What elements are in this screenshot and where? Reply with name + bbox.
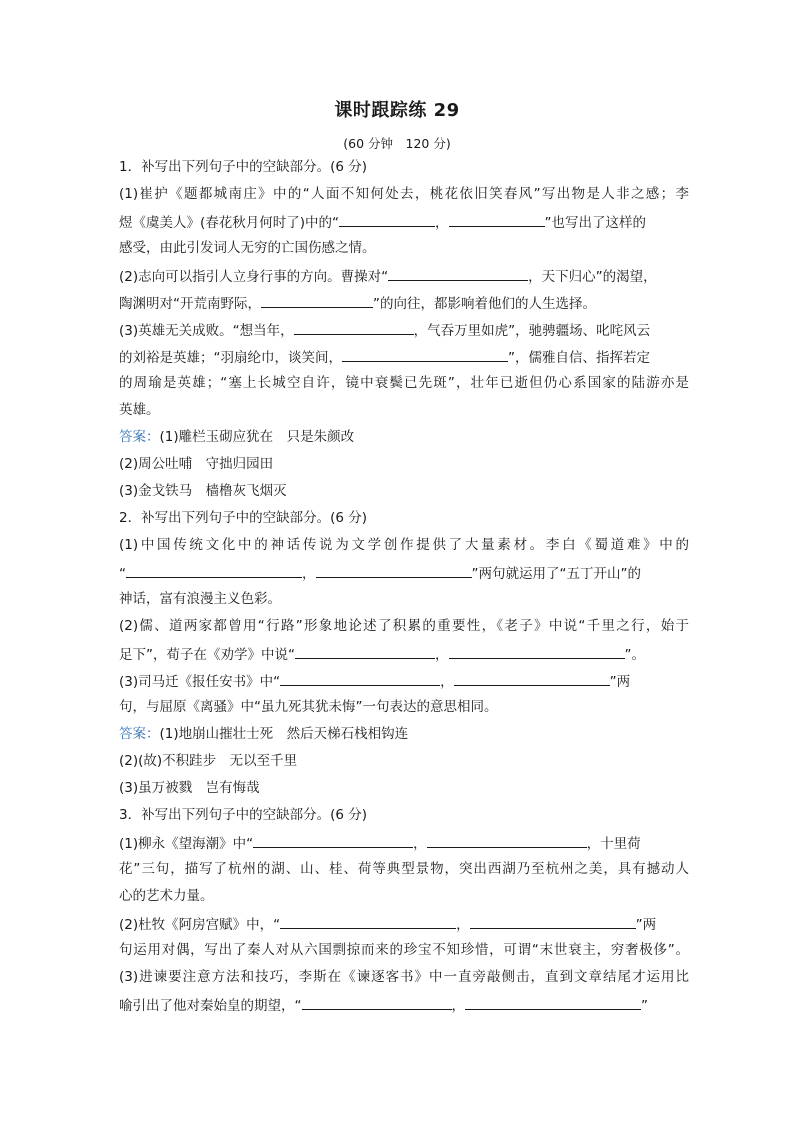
- answer-blank: [427, 833, 587, 848]
- q1-p2-line1: (2)志向可以指引人立身行事的方向。曹操对“ ，天下归心”的渴望，: [119, 266, 689, 293]
- answer-blank: [280, 914, 456, 929]
- answer-blank: [295, 644, 435, 659]
- q2-answer-1: 答案：(1)地崩山摧壮士死 然后天梯石栈相钩连: [119, 726, 409, 742]
- q2-heading: 2．补写出下列句子中的空缺部分。(6 分): [119, 510, 368, 526]
- q3-p3-line1: (3)进谏要注意方法和技巧，李斯在《谏逐客书》中一直旁敲侧击，直到文章结尾才运用比: [119, 969, 689, 985]
- q3-p3-line2: 喻引出了他对秦始皇的期望，“ ， ”: [119, 995, 689, 1022]
- answer-blank: [454, 671, 610, 686]
- q3-p1-line2: 花”三句，描写了杭州的湖、山、桂、荷等典型景物，突出西湖乃至杭州之美，具有撼动人: [119, 861, 689, 877]
- q3-p2-line2: 句运用对偶，写出了秦人对从六国剽掠而来的珍宝不知珍惜，可谓“末世衰主，穷奢极侈”。: [119, 942, 689, 958]
- q1-p3-line3: 的周瑜是英雄；“塞上长城空自许，镜中衰鬓已先斑”，壮年已逝但仍心系国家的陆游亦是: [119, 375, 689, 391]
- q1-p1-line1: (1)崔护《题都城南庄》中的“人面不知何处去，桃花依旧笑春风”写出物是人非之感；李: [119, 186, 689, 202]
- answer-blank: [342, 347, 508, 362]
- q2-p1-line3: 神话，富有浪漫主义色彩。: [119, 591, 281, 607]
- q1-p1-line2: 煜《虞美人》(春花秋月何时了)中的“ ， ”也写出了这样的: [119, 212, 689, 239]
- q1-answer-3: (3)金戈铁马 樯橹灰飞烟灭: [119, 483, 287, 499]
- answer-blank: [126, 563, 302, 578]
- page-subtitle: (60 分钟 120 分): [343, 136, 451, 151]
- q3-heading: 3．补写出下列句子中的空缺部分。(6 分): [119, 807, 368, 823]
- answer-blank: [388, 266, 528, 281]
- q1-p3-line2: 的刘裕是英雄；“羽扇纶巾，谈笑间， ”，儒雅自信、指挥若定: [119, 347, 689, 374]
- answer-label: 答案：: [119, 726, 160, 742]
- q2-p2-line2: 足下”，荀子在《劝学》中说“ ， ”。: [119, 644, 689, 671]
- q1-answer-1: 答案：(1)雕栏玉砌应犹在 只是朱颜改: [119, 429, 355, 445]
- answer-blank: [302, 995, 452, 1010]
- q2-p1-line1: (1)中国传统文化中的神话传说为文学创作提供了大量素材。李白《蜀道难》中的: [119, 537, 689, 553]
- q2-p1-line2: “ ， ”两句就运用了“五丁开山”的: [119, 563, 689, 590]
- answer-blank: [280, 671, 440, 686]
- q1-p1-line3: 感受，由此引发词人无穷的亡国伤感之情。: [119, 240, 376, 256]
- answer-blank: [253, 833, 413, 848]
- answer-blank: [465, 995, 641, 1010]
- answer-blank: [261, 293, 373, 308]
- q2-answer-3: (3)虽万被戮 岂有悔哉: [119, 780, 260, 796]
- page-title: 课时跟踪练 29: [334, 100, 460, 121]
- q2-p3-line1: (3)司马迁《报任安书》中“ ， ”两: [119, 671, 689, 698]
- q1-p3-line1: (3)英雄无关成败。“想当年， ，气吞万里如虎”，驰骋疆场、叱咤风云: [119, 320, 689, 347]
- q1-p2-line2: 陶渊明对“开荒南野际， ”的向往，都影响着他们的人生选择。: [119, 293, 689, 320]
- answer-blank: [449, 644, 625, 659]
- answer-blank: [294, 320, 414, 335]
- answer-blank: [449, 212, 545, 227]
- q3-p2-line1: (2)杜牧《阿房宫赋》中，“ ， ”两: [119, 914, 689, 941]
- answer-blank: [316, 563, 472, 578]
- q1-answer-2: (2)周公吐哺 守拙归园田: [119, 456, 274, 472]
- q3-p1-line1: (1)柳永《望海潮》中“ ， ，十里荷: [119, 833, 689, 860]
- document-body: [119, 158, 689, 1022]
- q1-heading: 1．补写出下列句子中的空缺部分。(6 分): [119, 159, 368, 175]
- q2-answer-2: (2)(故)不积跬步 无以至千里: [119, 753, 298, 769]
- answer-label: 答案：: [119, 429, 160, 445]
- q2-p2-line1: (2)儒、道两家都曾用“行路”形象地论述了积累的重要性，《老子》中说“千里之行，始于: [119, 618, 689, 634]
- answer-blank: [339, 212, 435, 227]
- q1-p3-line4: 英雄。: [119, 402, 160, 418]
- answer-blank: [470, 914, 636, 929]
- q2-p3-line2: 句，与屈原《离骚》中“虽九死其犹未悔”一句表达的意思相同。: [119, 699, 498, 715]
- q3-p1-line3: 心的艺术力量。: [119, 888, 214, 904]
